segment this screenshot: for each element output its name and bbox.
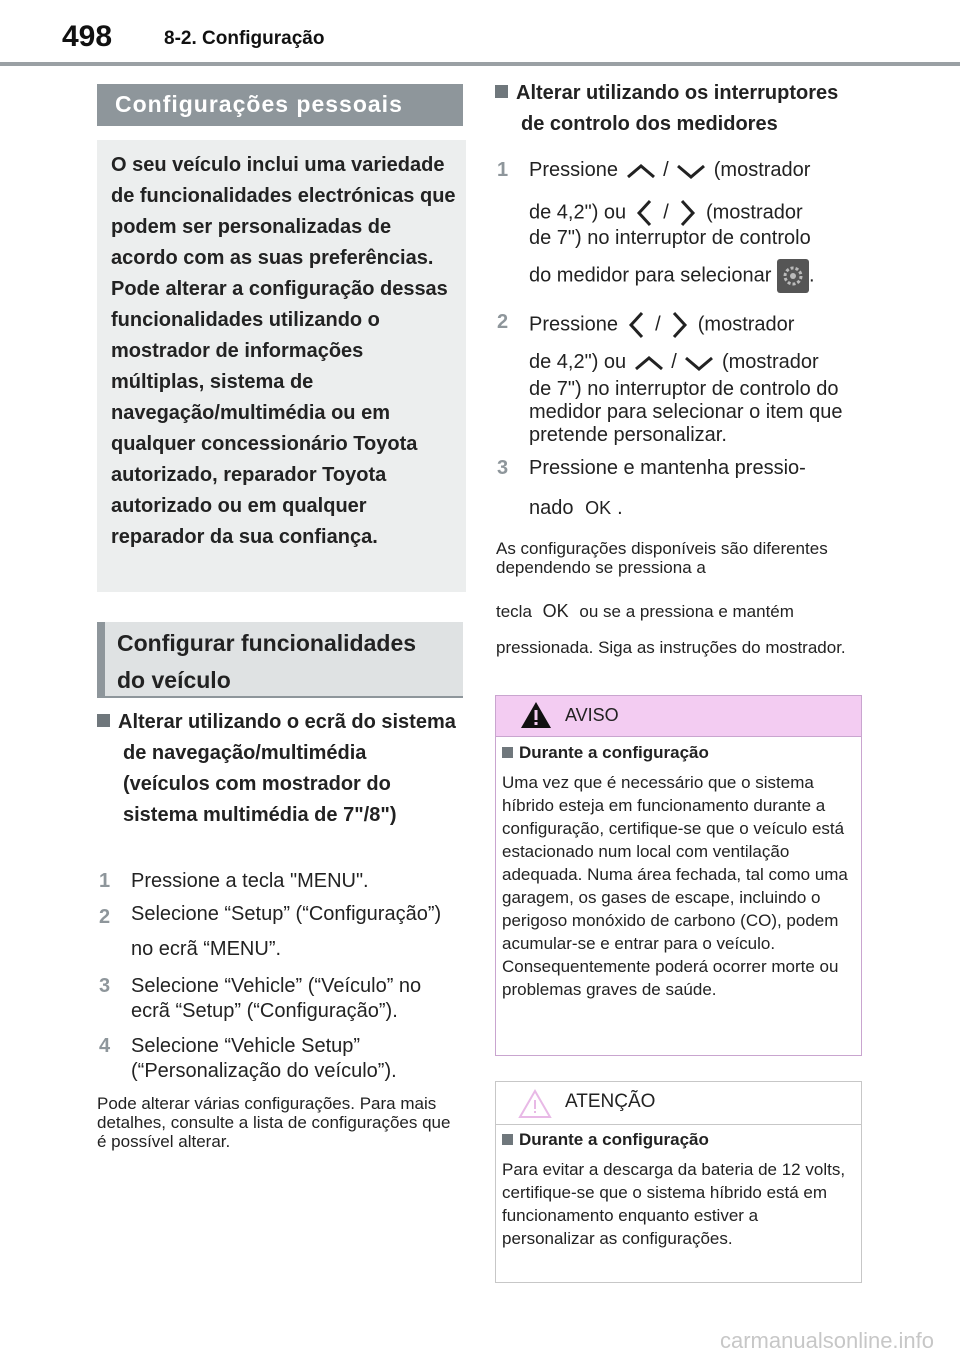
warning-title: AVISO (565, 705, 619, 725)
note-text: tecla (496, 602, 532, 621)
step-number: 1 (497, 159, 509, 181)
subhead-multimedia (97, 707, 457, 831)
step-text: nado (529, 497, 574, 519)
step-text: . (617, 497, 623, 519)
step-text: de 4,2") ou (529, 201, 627, 224)
ok-button-symbol: OK (542, 601, 569, 621)
chevron-down-icon (682, 353, 716, 373)
step-text: Selecione “Vehicle” (“Veículo” no ecrã “Setup” (“Configuração”). (131, 975, 422, 1022)
step-number: 3 (497, 457, 509, 479)
chevron-up-icon (624, 161, 658, 181)
caution-subtitle-text: Durante a configuração (519, 1130, 709, 1149)
warning-triangle-icon (520, 701, 552, 729)
subhead-multimedia-text: Alterar utilizando o ecrã do sistema de navegação/multimédia (veículos com mostrador do sistema multimédia de 7"/8") (118, 711, 456, 826)
step-text: Selecione “Setup” (“Configuração”) no ecrã “MENU”. (131, 903, 442, 960)
right-note-line3 (496, 602, 856, 621)
section-heading: 8-2. Configuração (164, 28, 325, 49)
step-text: (mostrador (705, 201, 803, 224)
right-step-2 (497, 310, 862, 447)
caution-subtitle (502, 1130, 709, 1150)
step-text: Pressione a tecla "MENU". (131, 870, 369, 892)
left-step-2 (99, 897, 459, 967)
chevron-left-icon (632, 198, 658, 228)
step-text: de 7") no interruptor de controlo (529, 227, 811, 249)
step-text: (mostrador (713, 159, 811, 181)
warning-subtitle (502, 743, 709, 763)
right-step-1 (497, 158, 862, 293)
caution-title: ATENÇÃO (565, 1091, 656, 1112)
step-text: (mostrador (721, 351, 819, 373)
right-note-part1: As configurações disponíveis são diferentes dependendo se pressiona a (496, 539, 828, 577)
watermark-text: carmanualsonline.info (720, 1328, 935, 1353)
chevron-right-icon (674, 198, 700, 228)
step-text: de 4,2") ou (529, 351, 627, 373)
step-number: 3 (99, 975, 111, 997)
left-step-3 (99, 974, 459, 1024)
left-step-4 (99, 1034, 459, 1084)
square-bullet-icon (502, 1134, 513, 1145)
section-title-line1: Configurar funcionalidades (117, 630, 417, 656)
page-number: 498 (62, 20, 113, 53)
section-title-line2: do veículo (117, 667, 231, 693)
right-step-3 (497, 456, 862, 521)
step-number: 1 (99, 870, 111, 892)
step-text: Selecione “Vehicle Setup” (“Personalização do veículo”). (131, 1035, 397, 1082)
section-title-personal-settings: Configurações pessoais (97, 84, 463, 126)
step-text: / (671, 351, 677, 373)
gear-settings-icon (777, 259, 809, 293)
header-divider (0, 62, 960, 66)
warning-subtitle-text: Durante a configuração (519, 743, 709, 762)
chevron-down-icon (674, 161, 708, 181)
caution-triangle-icon (518, 1089, 552, 1119)
intro-text: O seu veículo inclui uma variedade de funcionalidades electrónicas que podem ser personalizadas de acordo com as suas preferências. Pode alterar a configuração dessas funcionalidades utilizando o mostrador de informações múltiplas, sistema de navegação/multimédia ou em qualquer concessionário Toyota autorizado, reparador Toyota autorizado ou em qualquer reparador da sua confiança. (111, 154, 456, 548)
square-bullet-icon (502, 747, 513, 758)
warning-text: Uma vez que é necessário que o sistema híbrido esteja em funcionamento durante a configuração, certifique-se que o veículo está estacionado num local com ventilação adequada. Numa área fechada, tal como uma garagem, os gases de escape, incluindo o perigoso monóxido de carbono (CO), podem acumular-se e entrar para o veículo. Consequentemente poderá ocorrer morte ou problemas graves de saúde. (502, 773, 848, 999)
step-text: Pressione (529, 313, 618, 336)
right-note-part2: pressionada. Siga as instruções do mostrador. (496, 638, 846, 657)
chevron-right-icon (666, 310, 692, 340)
step-number: 2 (497, 311, 509, 333)
step-text: Pressione e mantenha pressio- (529, 457, 806, 479)
step-text: / (663, 201, 669, 224)
left-note: Pode alterar várias configurações. Para mais detalhes, consulte a lista de configurações que é possível alterar. (97, 1094, 451, 1151)
step-number: 2 (99, 906, 111, 928)
caution-text: Para evitar a descarga da bateria de 12 volts, certifique-se que o sistema híbrido está em funcionamento enquanto estiver a personalizar as configurações. (502, 1160, 846, 1248)
step-text: / (663, 159, 669, 181)
ok-button-symbol: OK (585, 498, 612, 518)
step-text: Pressione (529, 159, 618, 181)
step-text: . (808, 264, 815, 287)
chevron-left-icon (624, 310, 650, 340)
step-text: / (655, 313, 661, 336)
square-bullet-icon (97, 714, 110, 727)
step-text: de 7") no interruptor de controlo do medidor para selecionar o item que pretende personalizar. (529, 378, 843, 446)
subhead-meter-switches (495, 78, 860, 140)
square-bullet-icon (495, 85, 508, 98)
note-text: ou se a pressiona e mantém (579, 602, 794, 621)
left-step-1 (99, 869, 459, 894)
subhead-meter-text: Alterar utilizando os interruptores de controlo dos medidores (516, 82, 839, 135)
step-text: do medidor para selecionar (529, 264, 772, 287)
step-number: 4 (99, 1035, 111, 1057)
step-text: (mostrador (697, 313, 795, 336)
section-title-vehicle-functions (97, 622, 463, 698)
chevron-up-icon (632, 353, 666, 373)
